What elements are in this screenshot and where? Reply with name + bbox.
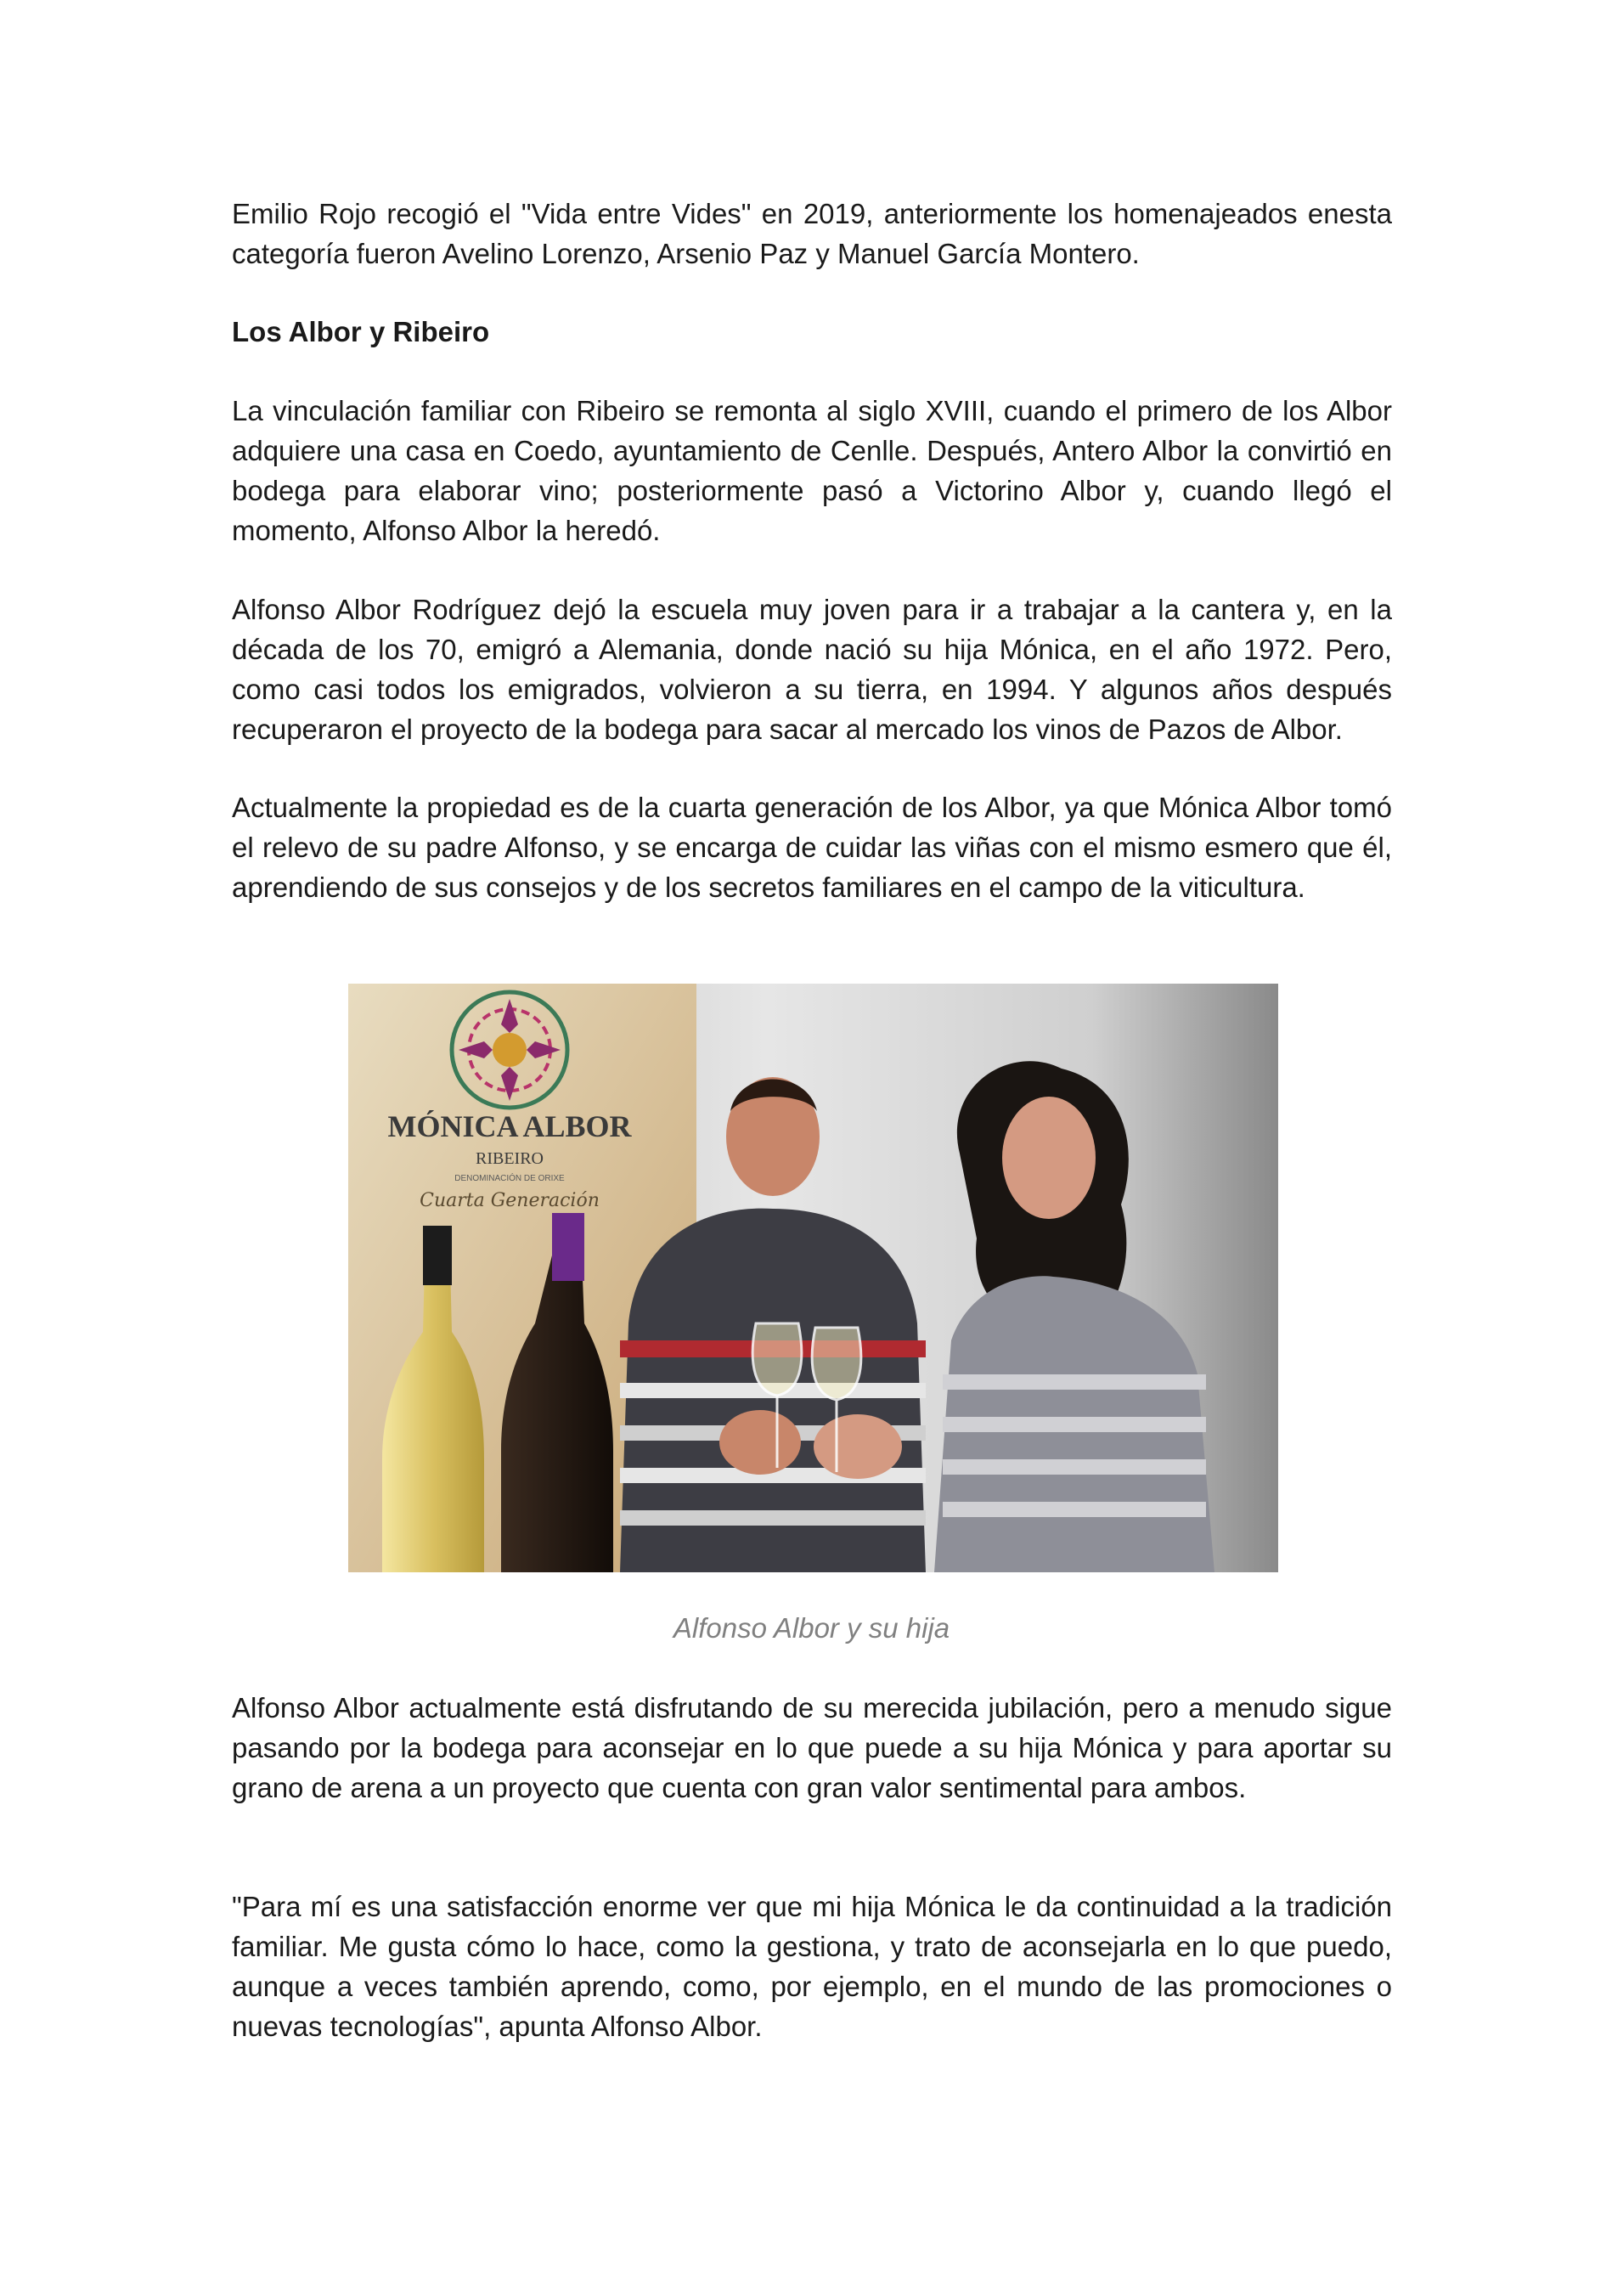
photo-caption: Alfonso Albor y su hija	[673, 1612, 950, 1644]
paragraph-quote: "Para mí es una satisfacción enorme ver que mi hija Mónica le da continuidad a la tradición familiar. Me gusta cómo lo hace, como la gestiona, y trato de aconsejarla en lo que puedo, aunque a veces también aprendo, como, por ejemplo, en el mundo de las promociones o nuevas tecnologías", apunta Alfonso Albor.	[232, 1891, 1392, 2042]
paragraph-history: La vinculación familiar con Ribeiro se remonta al siglo XVIII, cuando el primero de los Albor adquiere una casa en Coedo, ayuntamiento de Cenlle. Después, Antero Albor la convirtió en bodega para elaborar vino; posteriormente pasó a Victorino Albor y, cuando llegó el momento, Alfonso Albor la heredó.	[232, 395, 1392, 546]
paragraph-emigration: Alfonso Albor Rodríguez dejó la escuela muy joven para ir a trabajar a la cantera y, en la década de los 70, emigró a Alemania, donde nació su hija Mónica, en el año 1972. Pero, como casi todos los emigrados, volvieron a su tierra, en 1994. Y algunos años después recuperaron el proyecto de la bodega para sacar al mercado los vinos de Pazos de Albor.	[232, 594, 1392, 745]
banner-region: RIBEIRO	[476, 1149, 544, 1168]
paragraph-fourth-generation: Actualmente la propiedad es de la cuarta generación de los Albor, ya que Mónica Albor tomó el relevo de su padre Alfonso, y se encarga de cuidar las viñas con el mismo esmero que él, aprendiendo de sus consejos y de los secretos familiares en el campo de la viticultura.	[232, 792, 1392, 903]
section-heading: Los Albor y Ribeiro	[232, 316, 490, 347]
paragraph-intro: Emilio Rojo recogió el "Vida entre Vides" en 2019, anteriormente los homenajeados enesta categoría fueron Avelino Lorenzo, Arsenio Paz y Manuel García Montero.	[232, 198, 1392, 269]
banner-script: Cuarta Generación	[420, 1190, 600, 1211]
photo-alfonso-and-daughter	[348, 984, 1278, 1572]
paragraph-retirement: Alfonso Albor actualmente está disfrutando de su merecida jubilación, pero a menudo sigue pasando por la bodega para aconsejar en lo que puede a su hija Mónica y para aportar su grano de arena a un proyecto que cuenta con gran valor sentimental para ambos.	[232, 1692, 1392, 1803]
banner-brand: MÓNICA ALBOR	[387, 1109, 632, 1143]
banner-denomination: DENOMINACIÓN DE ORIXE	[454, 1174, 565, 1183]
